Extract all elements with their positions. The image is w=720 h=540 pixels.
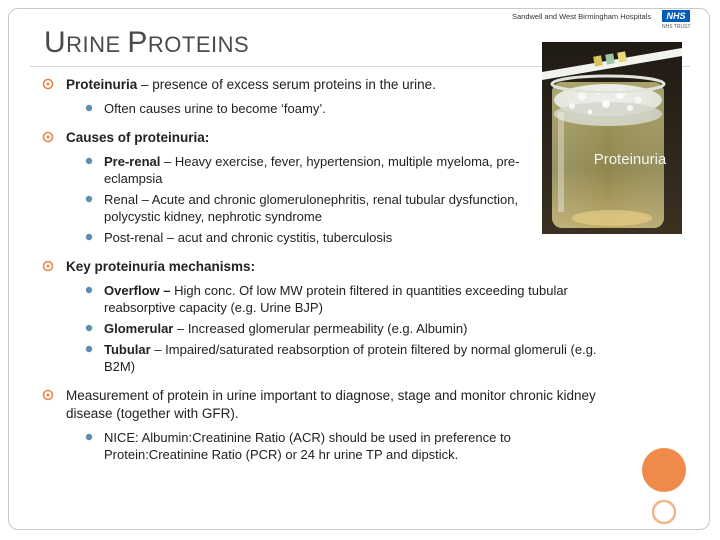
bullet-measurement — [40, 387, 606, 423]
hospital-logo — [512, 10, 691, 34]
bullet-text: – presence of excess serum proteins in the urine. — [137, 77, 436, 92]
sub-bullet-icon — [85, 324, 93, 332]
bullet-marker-icon — [42, 389, 54, 401]
sub-bullet-bold: Pre-renal — [104, 154, 161, 169]
bullet-marker-icon — [42, 78, 54, 90]
bullet-marker-icon — [42, 131, 54, 143]
title-cap-1: U — [44, 26, 67, 59]
sub-bullet-icon — [85, 104, 93, 112]
foamy-urine-photo — [542, 42, 682, 234]
sub-bullet — [40, 100, 600, 117]
sub-bullet-icon — [85, 286, 93, 294]
sub-bullet-text: NICE: Albumin:Creatinine Ratio (ACR) should be used in preference to Protein:Creatinine Ratio (PCR) or 24 hr urine TP and dipstick. — [104, 430, 511, 462]
sub-bullet-text: Renal – Acute and chronic glomerulonephritis, renal tubular dysfunction, polycystic kidney, nephrotic syndrome — [104, 192, 519, 224]
sub-bullet-text: High conc. Of low MW protein filtered in quantities exceeding tubular reabsorptive capacity (e.g. Urine BJP) — [104, 283, 568, 315]
bullet-mechanisms — [40, 258, 600, 276]
sub-bullet-text: – Heavy exercise, fever, hypertension, multiple myeloma, pre-eclampsia — [104, 154, 520, 186]
bullet-bold: Proteinuria — [66, 77, 138, 92]
bullet-text: Measurement of protein in urine important to diagnose, stage and monitor chronic kidney disease (together with GFR). — [66, 388, 596, 421]
sub-bullet-text: – Increased glomerular permeability (e.g. Albumin) — [173, 321, 468, 336]
sub-bullet-text: Post-renal – acut and chronic cystitis, tuberculosis — [104, 230, 393, 245]
sub-bullet-text: – Impaired/saturated reabsorption of protein filtered by normal glomeruli (e.g. B2M) — [104, 342, 597, 374]
sub-bullet-icon — [85, 195, 93, 203]
nhs-logo: NHS — [662, 10, 690, 22]
title-cap-2: P — [127, 26, 148, 59]
sub-bullet-icon — [85, 345, 93, 353]
hospital-name: Sandwell and West Birmingham Hospitals — [512, 12, 652, 21]
sub-bullet-bold: Overflow – — [104, 283, 171, 298]
sub-bullet — [40, 320, 604, 337]
sub-bullet-text: Often causes urine to become ‘foamy’. — [104, 101, 326, 116]
sub-bullet-icon — [85, 233, 93, 241]
bullet-bold: Key proteinuria mechanisms: — [66, 259, 256, 274]
sub-bullet — [40, 191, 544, 225]
bullet-proteinuria — [40, 76, 600, 94]
decorative-circle-icon — [641, 447, 687, 493]
sub-bullet-icon — [85, 433, 93, 441]
title-rest-1: RINE — [66, 32, 128, 57]
slide-content — [40, 76, 600, 467]
bullet-bold: Causes of proteinuria: — [66, 130, 210, 145]
sub-bullet — [40, 341, 604, 375]
sub-bullet — [40, 429, 604, 463]
trust-subtitle: NHS TRUST — [662, 24, 691, 30]
bullet-causes — [40, 129, 600, 147]
sub-bullet-bold: Tubular — [104, 342, 151, 357]
decorative-small-circle-icon — [652, 500, 676, 524]
sub-bullet — [40, 153, 544, 187]
bullet-marker-icon — [42, 260, 54, 272]
photo-caption: Proteinuria — [593, 151, 667, 168]
slide-title — [44, 26, 249, 60]
sub-bullet — [40, 229, 544, 246]
title-rest-2: ROTEINS — [147, 32, 250, 57]
sub-bullet — [40, 282, 604, 316]
sub-bullet-bold: Glomerular — [104, 321, 174, 336]
sub-bullet-icon — [85, 157, 93, 165]
